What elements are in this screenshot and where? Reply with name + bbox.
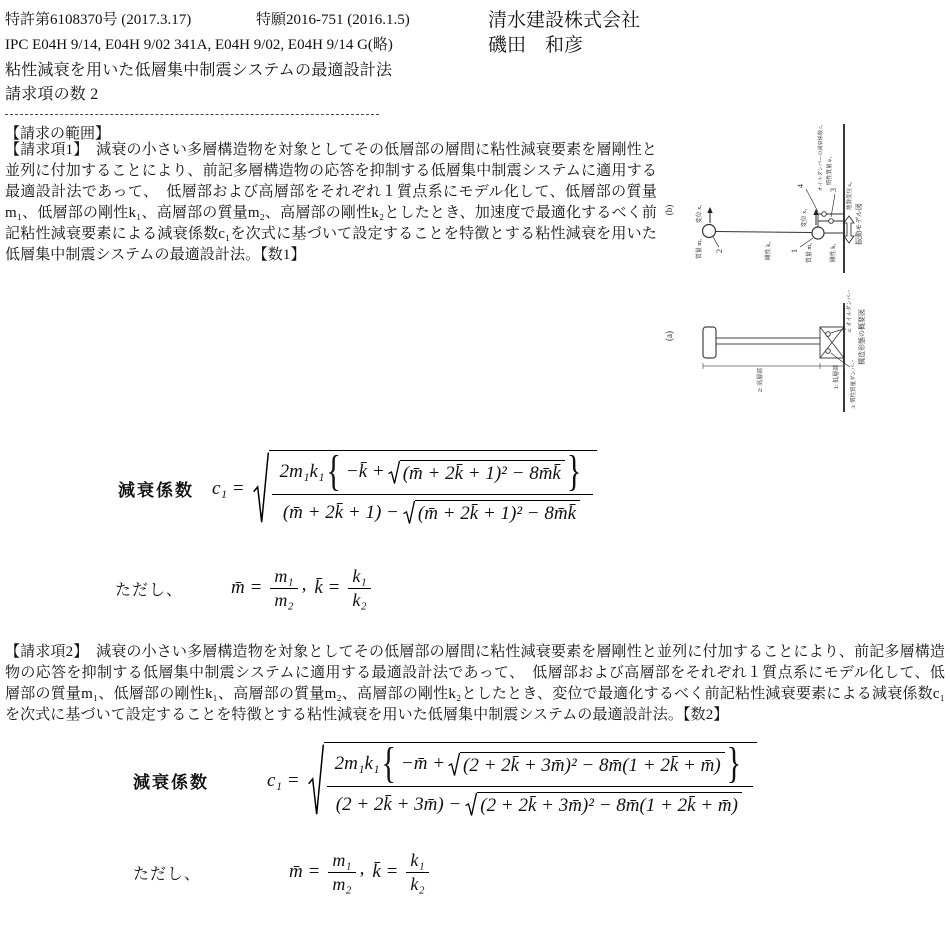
eq2-cond-m-lhs: m̄ = <box>289 861 321 883</box>
eq2-num-sqrt <box>448 752 725 777</box>
application-number: 特願2016-751 (2016.1.5) <box>256 12 410 28</box>
mass-m2-node <box>703 225 716 238</box>
eq1-label: 減衰係数 <box>118 481 194 500</box>
mass-m1-label: 質量 m₁ <box>807 242 813 264</box>
radical-icon <box>448 752 460 777</box>
ipc-classification: IPC E04H 9/14, E04H 9/02 341A, E04H 9/02, E04H 9/14 G(略) <box>5 37 393 53</box>
x2-arrowhead-icon <box>707 207 712 213</box>
applicant-company: 清水建設株式会社 <box>488 10 641 31</box>
eq1-num-sqrt <box>388 460 565 485</box>
claim-2-text: 【請求項2】 減衰の小さい多層構造物を対象としてその低層部の層間に粘性減衰要素を層剛性と並列に付加することにより、前記多層構造物の応答を抑制する低層集中制震システムに適用する最適設計法であって、 低層部および高層部をそれぞれ１質点系にモデル化して、低層部の質量m₁、低層部の剛性k₁、高層部の質量m₂、高層部の剛性k₂としたとき、変位で最適化するべく前記粘性減衰要素による減衰係数c₁を次式に基づいて設定することを特徴とする粘性減衰を用いた低層集中制震システムの最適設計法。【数2】 <box>5 644 945 723</box>
radical-icon <box>253 450 269 527</box>
eq2-num-coef: 2m₁k₁ <box>334 753 380 774</box>
disp-x1-label: 変位 x₁ <box>802 208 808 228</box>
eq2-lhs: c₁ = <box>267 769 300 791</box>
ref-num-4: 4 <box>796 184 805 188</box>
equation-2-condition <box>133 850 433 894</box>
eq1-den-pre: (m̄ + 2k̄ + 1) − <box>282 501 399 523</box>
radical-icon <box>308 742 324 819</box>
eq2-den-sqrt-content: (2 + 2k̄ + 3m̄)² − 8m̄(1 + 2k̄ + m̄) <box>477 792 742 817</box>
eq1-cond-m-frac <box>270 566 297 610</box>
radical-icon <box>388 460 400 485</box>
caption-b: 振動モデル図 <box>855 203 863 245</box>
inertia-damper-unit <box>826 349 831 354</box>
oil-damper-label: 4: オイルダンパー <box>847 289 853 333</box>
leader-4 <box>806 189 818 212</box>
eq1-den-sqrt-content: (m̄ + 2k̄ + 1)² − 8m̄k̄ <box>415 500 580 525</box>
eq1-num-pre: −k̄ + <box>345 461 385 482</box>
claim-1-text: 【請求項1】 減衰の小さい多層構造物を対象としてその低層部の層間に粘性減衰要素を層剛性と並列に付加することにより、前記多層構造物の応答を抑制する低層集中制震システムに適用する最適設計法であって、 低層部および高層部をそれぞれ１質点系にモデル化して、低層部の質量m₁、低層部の剛性k₁、高層部の質量m₂、高層部の剛性k₂としたとき、加速度で最適化するべく前記粘性減衰要素による減衰係数c₁を次式に基づいて設定することを特徴とする粘性減衰を用いた低層集中制震システムの最適設計法。【数1】 <box>5 142 657 263</box>
eq1-cond-k-frac <box>348 566 370 610</box>
brace-open: { <box>326 447 341 496</box>
eq1-num-coef: 2m₁k₁ <box>279 461 325 482</box>
equation-1-condition <box>115 566 375 610</box>
eq2-note: ただし、 <box>133 865 202 883</box>
eq2-den-pre: (2 + 2k̄ + 3m̄) − <box>335 793 462 815</box>
claims-count: 請求項の数 2 <box>5 86 99 103</box>
eq2-num-sqrt-content: (2 + 2k̄ + 3m̄)² − 8m̄(1 + 2k̄ + m̄) <box>460 752 725 777</box>
eq1-note: ただし、 <box>115 581 184 599</box>
m2: m₂ <box>332 873 352 894</box>
inertia-damper-label: 3: 慣性質量ダンパー <box>851 359 857 409</box>
eq2-cond-m-frac <box>328 850 355 894</box>
oil-damper-symbol <box>822 212 827 217</box>
ground-disp-label: 地盤変位 x₀ <box>847 181 853 211</box>
patent-figure <box>645 112 890 428</box>
ref-num-2: 2 <box>715 249 724 253</box>
leader-2 <box>713 236 719 247</box>
brace-close: } <box>566 447 582 496</box>
patent-number: 特許第6108370号 (2017.3.17) <box>5 12 192 28</box>
eq2-cond-k-frac <box>406 850 428 894</box>
eq2-outer-sqrt <box>308 739 757 819</box>
eq1-cond-m-lhs: m̄ = <box>231 577 263 599</box>
lower-part-label: 1: 低層部 <box>834 364 840 390</box>
k1: k₁ <box>348 566 370 589</box>
comma: , <box>359 858 365 880</box>
eq2-den-sqrt <box>465 792 742 817</box>
oil-damper-c1-label: オイルダンパーの減衰係数 c₁ <box>818 124 824 192</box>
separator-line <box>5 114 379 115</box>
upper-part-label: 2: 高層部 <box>758 367 764 393</box>
equation-2 <box>133 739 757 819</box>
panel-b-label: (b) <box>664 204 674 216</box>
comma: , <box>301 574 307 596</box>
k2: k₂ <box>410 873 425 894</box>
m1: m₁ <box>328 850 355 873</box>
k1: k₁ <box>406 850 428 873</box>
m2: m₂ <box>274 589 294 610</box>
mass-m2-label: 質量 m₂ <box>697 238 703 260</box>
caption-a: 構造形態の概要図 <box>858 309 866 365</box>
oil-damper-unit <box>826 332 831 337</box>
brace-open: { <box>381 739 396 788</box>
ref-num-3: 3 <box>829 188 838 192</box>
eq1-num-sqrt-content: (m̄ + 2k̄ + 1)² − 8m̄k̄ <box>400 460 565 485</box>
eq1-cond-k-lhs: k̄ = <box>314 577 341 599</box>
ref-num-1: 1 <box>790 249 799 253</box>
leader-3a <box>831 353 850 367</box>
k2: k₂ <box>352 589 367 610</box>
inventor-name: 磯田 和彦 <box>488 35 584 56</box>
claims-section-title: 【請求の範囲】 <box>5 126 111 142</box>
disp-x2-label: 変位 x₂ <box>697 204 703 224</box>
stiff-k2-label: 剛性 k₂ <box>766 241 772 261</box>
stiff-k1-label: 剛性 k₁ <box>831 243 837 263</box>
radical-icon <box>465 792 477 817</box>
m1: m₁ <box>270 566 297 589</box>
patent-title: 粘性減衰を用いた低層集中制震システムの最適設計法 <box>5 62 393 79</box>
eq1-lhs: c₁ = <box>212 477 245 499</box>
ground-motion-arrow-icon <box>844 216 854 243</box>
mass-m1-node <box>812 227 824 239</box>
building-top <box>703 327 716 358</box>
radical-icon <box>403 500 415 525</box>
inertia-mass-label: 慣性質量 ψ₁ <box>827 156 833 186</box>
eq1-den-sqrt <box>403 500 580 525</box>
eq2-num-pre: −m̄ + <box>400 753 446 774</box>
equation-1 <box>118 447 597 527</box>
spring-k2-line <box>715 232 812 233</box>
eq1-outer-sqrt <box>253 447 598 527</box>
eq2-label: 減衰係数 <box>133 773 209 792</box>
inertia-damper-symbol <box>829 219 834 224</box>
panel-a-label: (a) <box>664 331 674 341</box>
brace-close: } <box>726 739 742 788</box>
eq2-cond-k-lhs: k̄ = <box>372 861 399 883</box>
